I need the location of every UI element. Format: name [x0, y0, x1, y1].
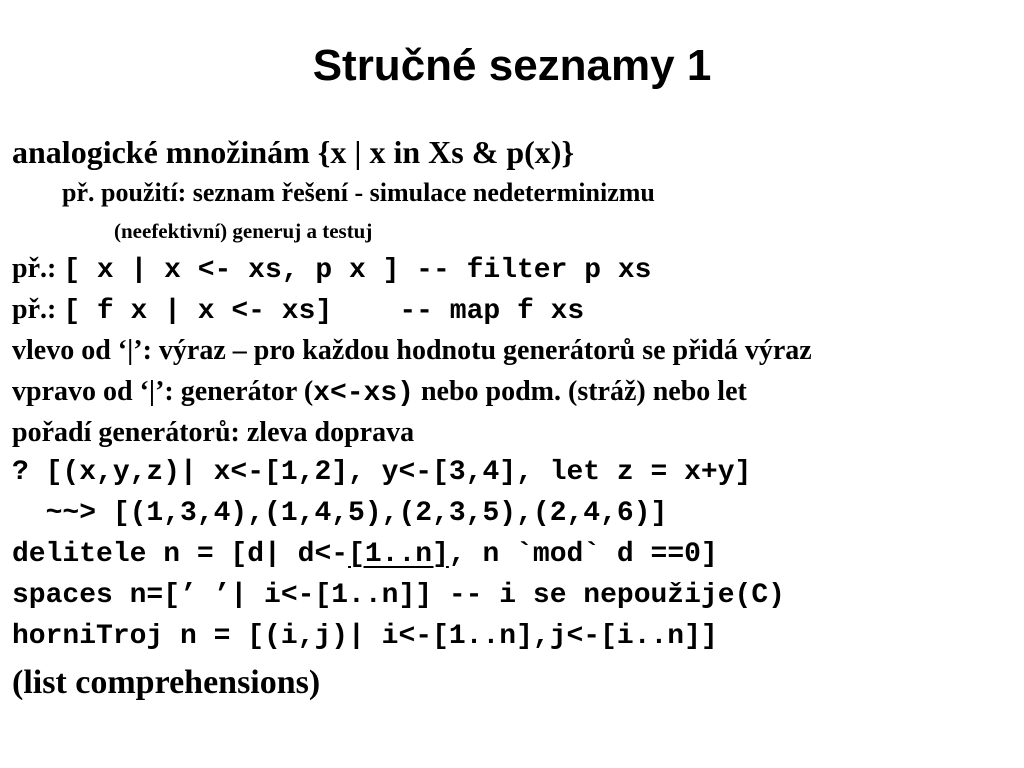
map-code: [ f x | x <- xs] -- map f xs — [63, 296, 585, 327]
divisors-code-after: , n `mod` d ==0] — [448, 539, 718, 570]
upper-triangle-code-line: horniTroj n = [(i,j)| i<-[1..n],j<-[i..n]] — [12, 621, 718, 652]
list-comprehensions-caption: (list comprehensions) — [12, 664, 321, 701]
left-side-explanation: vlevo od ‘|’: výraz – pro každou hodnotu generátorů se přidá výraz — [12, 335, 812, 366]
filter-example-line — [12, 252, 651, 288]
divisors-range-underlined: [1..n] — [348, 539, 449, 570]
right-side-text-before: vpravo od ‘|’: generátor ( — [12, 376, 314, 407]
generate-test-line: (neefektivní) generuj a testuj — [114, 219, 373, 243]
slide-title: Stručné seznamy 1 — [312, 41, 712, 90]
right-side-explanation — [12, 375, 747, 411]
query-code-line: ? [(x,y,z)| x<-[1,2], y<-[3,4], let z = x+y] — [12, 457, 752, 488]
generator-order-line: pořadí generátorů: zleva doprava — [12, 417, 415, 448]
example-usage-line: př. použití: seznam řešení - simulace nedeterminizmu — [62, 178, 655, 207]
filter-code: [ x | x <- xs, p x ] -- filter p xs — [63, 255, 652, 286]
example-prefix: př.: — [12, 253, 64, 284]
example-prefix: př.: — [12, 294, 64, 325]
right-side-text-after: nebo podm. (stráž) nebo let — [413, 376, 747, 407]
intro-line: analogické množinám {x | x in Xs & p(x)} — [12, 134, 575, 170]
generator-code: x<-xs) — [313, 378, 414, 409]
spaces-code-line: spaces n=[’ ’| i<-[1..n]] -- i se nepoužije(C) — [12, 580, 785, 611]
divisors-code-before: delitele n = [d| d<- — [12, 539, 349, 570]
divisors-code-line — [12, 538, 718, 572]
query-result-line: ~~> [(1,3,4),(1,4,5),(2,3,5),(2,4,6)] — [12, 498, 668, 529]
map-example-line — [12, 293, 584, 329]
